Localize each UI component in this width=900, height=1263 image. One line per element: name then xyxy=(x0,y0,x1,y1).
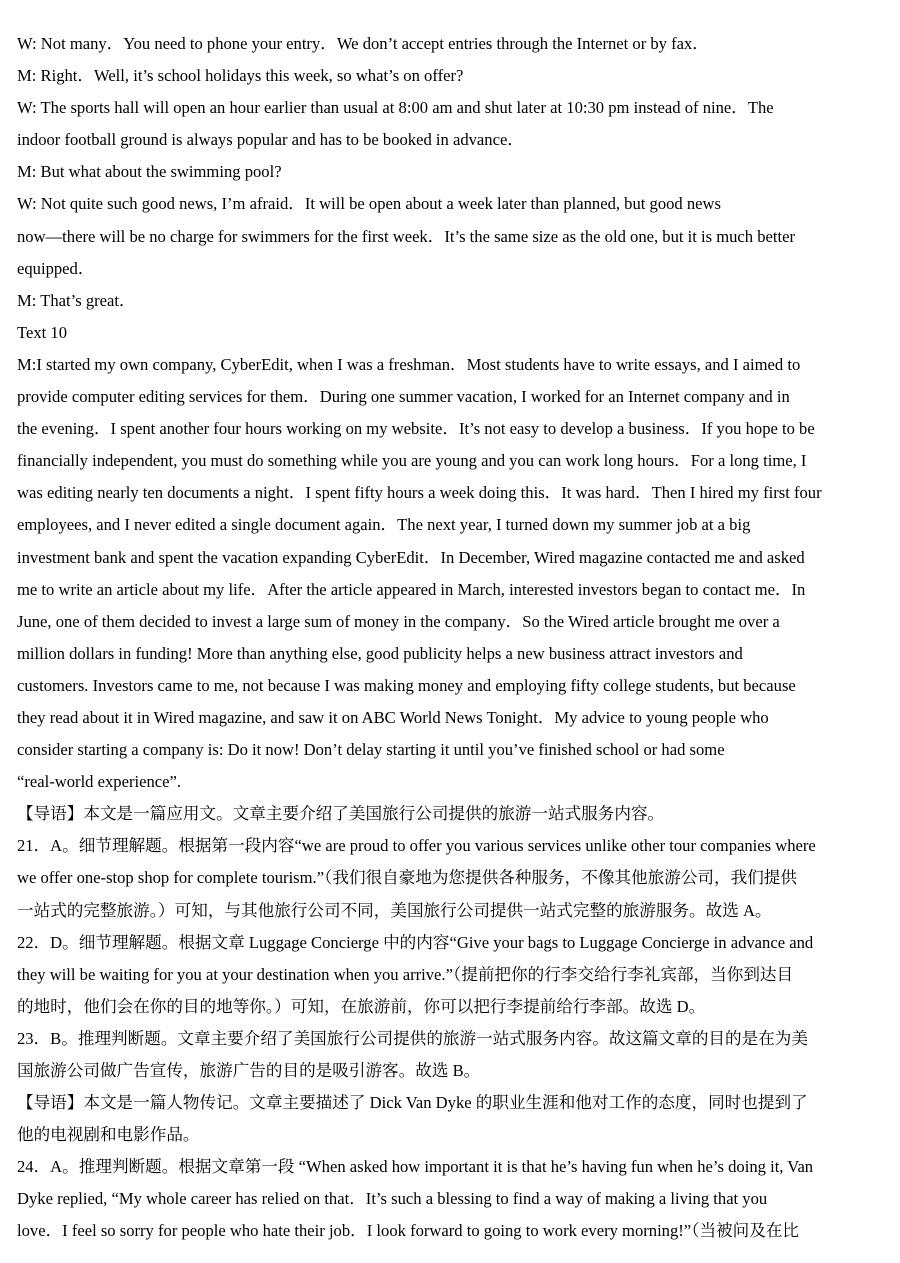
text-line: Dyke replied, “My whole career has relied on that．It’s such a blessing to find a way of making a living that you xyxy=(17,1189,768,1209)
text-line: indoor football ground is always popular and has to be booked in advance． xyxy=(17,130,524,150)
text-line: me to write an article about my life．After the article appeared in March, interested investors began to contact me．In xyxy=(17,579,806,599)
text-line: employees, and I never edited a single document again．The next year, I turned down my summer job at a big xyxy=(17,515,751,535)
text-line: W: Not quite such good news, I’m afraid．It will be open about a week later than planned, but good news xyxy=(17,194,721,214)
answer-line: 22．D。细节理解题。根据文章 Luggage Concierge 中的内容“Give your bags to Luggage Concierge in advance and xyxy=(17,932,814,952)
text-line: M:I started my own company, CyberEdit, when I was a freshman．Most students have to write essays, and I aimed to xyxy=(17,354,801,374)
text-line: was editing nearly ten documents a night．I spent fifty hours a week doing this．It was hard．Then I hired my first four xyxy=(17,483,822,503)
text-line: customers. Investors came to me, not because I was making money and employing fifty college students, but because xyxy=(17,675,796,695)
text-line: love．I feel so sorry for people who hate their job．I look forward to going to work every morning!”（当被问及在比 xyxy=(17,1221,800,1241)
answer-line: 23．B。推理判断题。文章主要介绍了美国旅行公司提供的旅游一站式服务内容。故这篇文章的目的是在为美 xyxy=(17,1028,808,1048)
text-line: they read about it in Wired magazine, and saw it on ABC World News Tonight．My advice to young people who xyxy=(17,707,769,727)
text-line: equipped． xyxy=(17,258,95,278)
text-line: consider starting a company is: Do it now! Don’t delay starting it until you’ve finished school or had some xyxy=(17,740,725,760)
text-line: now—there will be no charge for swimmers for the first week．It’s the same size as the old one, but it is much better xyxy=(17,226,796,246)
text-line: “real-world experience”. xyxy=(17,772,181,792)
text-line: the evening．I spent another four hours working on my website．It’s not easy to develop a business．If you hope to be xyxy=(17,419,815,439)
text-line: W: Not many．You need to phone your entry．We don’t accept entries through the Internet or by fax． xyxy=(17,34,709,53)
text-line: June, one of them decided to invest a large sum of money in the company．So the Wired article brought me over a xyxy=(17,611,780,631)
text-line: M: But what about the swimming pool? xyxy=(17,162,282,182)
text-line: 的地时，他们会在你的目的地等你。）可知，在旅游前，你可以把行李提前给行李部。故选 D。 xyxy=(17,996,706,1016)
text-line: 国旅游公司做广告宣传，旅游广告的目的是吸引游客。故选 B。 xyxy=(17,1061,481,1080)
text-line: financially independent, you must do something while you are young and you can work long hours．For a long time, I xyxy=(17,451,807,471)
intro-line: 【导语】本文是一篇应用文。文章主要介绍了美国旅行公司提供的旅游一站式服务内容。 xyxy=(17,804,665,824)
text-line: 他的电视剧和电影作品。 xyxy=(17,1125,200,1145)
text-line: provide computer editing services for them．During one summer vacation, I worked for an Internet company and in xyxy=(17,387,790,407)
text-line: W: The sports hall will open an hour earlier than usual at 8:00 am and shut later at 10:30 pm instead of nine．The xyxy=(17,98,774,118)
text-line: investment bank and spent the vacation expanding CyberEdit．In December, Wired magazine contacted me and asked xyxy=(17,547,805,567)
text-line: we offer one-stop shop for complete tourism.”（我们很自豪地为您提供各种服务，不像其他旅游公司，我们提供 xyxy=(17,868,797,888)
text-line: 一站式的完整旅游。）可知，与其他旅行公司不同，美国旅行公司提供一站式完整的旅游服务。故选 A。 xyxy=(17,900,772,920)
text-line: M: That’s great． xyxy=(17,290,136,310)
text-line: M: Right．Well, it’s school holidays this week, so what’s on offer? xyxy=(17,66,464,86)
text-line: they will be waiting for you at your destination when you arrive.”（提前把你的行李交给行李礼宾部，当你到达目 xyxy=(17,964,794,984)
answer-line: 24．A。推理判断题。根据文章第一段 “When asked how important it is that he’s having fun when he’s doing it, Van xyxy=(17,1157,814,1177)
answer-line: 21．A。细节理解题。根据第一段内容“we are proud to offer you various services unlike other tour companies where xyxy=(17,836,816,856)
intro-line: 【导语】本文是一篇人物传记。文章主要描述了 Dick Van Dyke 的职业生涯和他对工作的态度，同时也提到了 xyxy=(17,1093,808,1113)
section-heading: Text 10 xyxy=(17,322,67,342)
text-line: million dollars in funding! More than anything else, good publicity helps a new business attract investors and xyxy=(17,643,743,663)
